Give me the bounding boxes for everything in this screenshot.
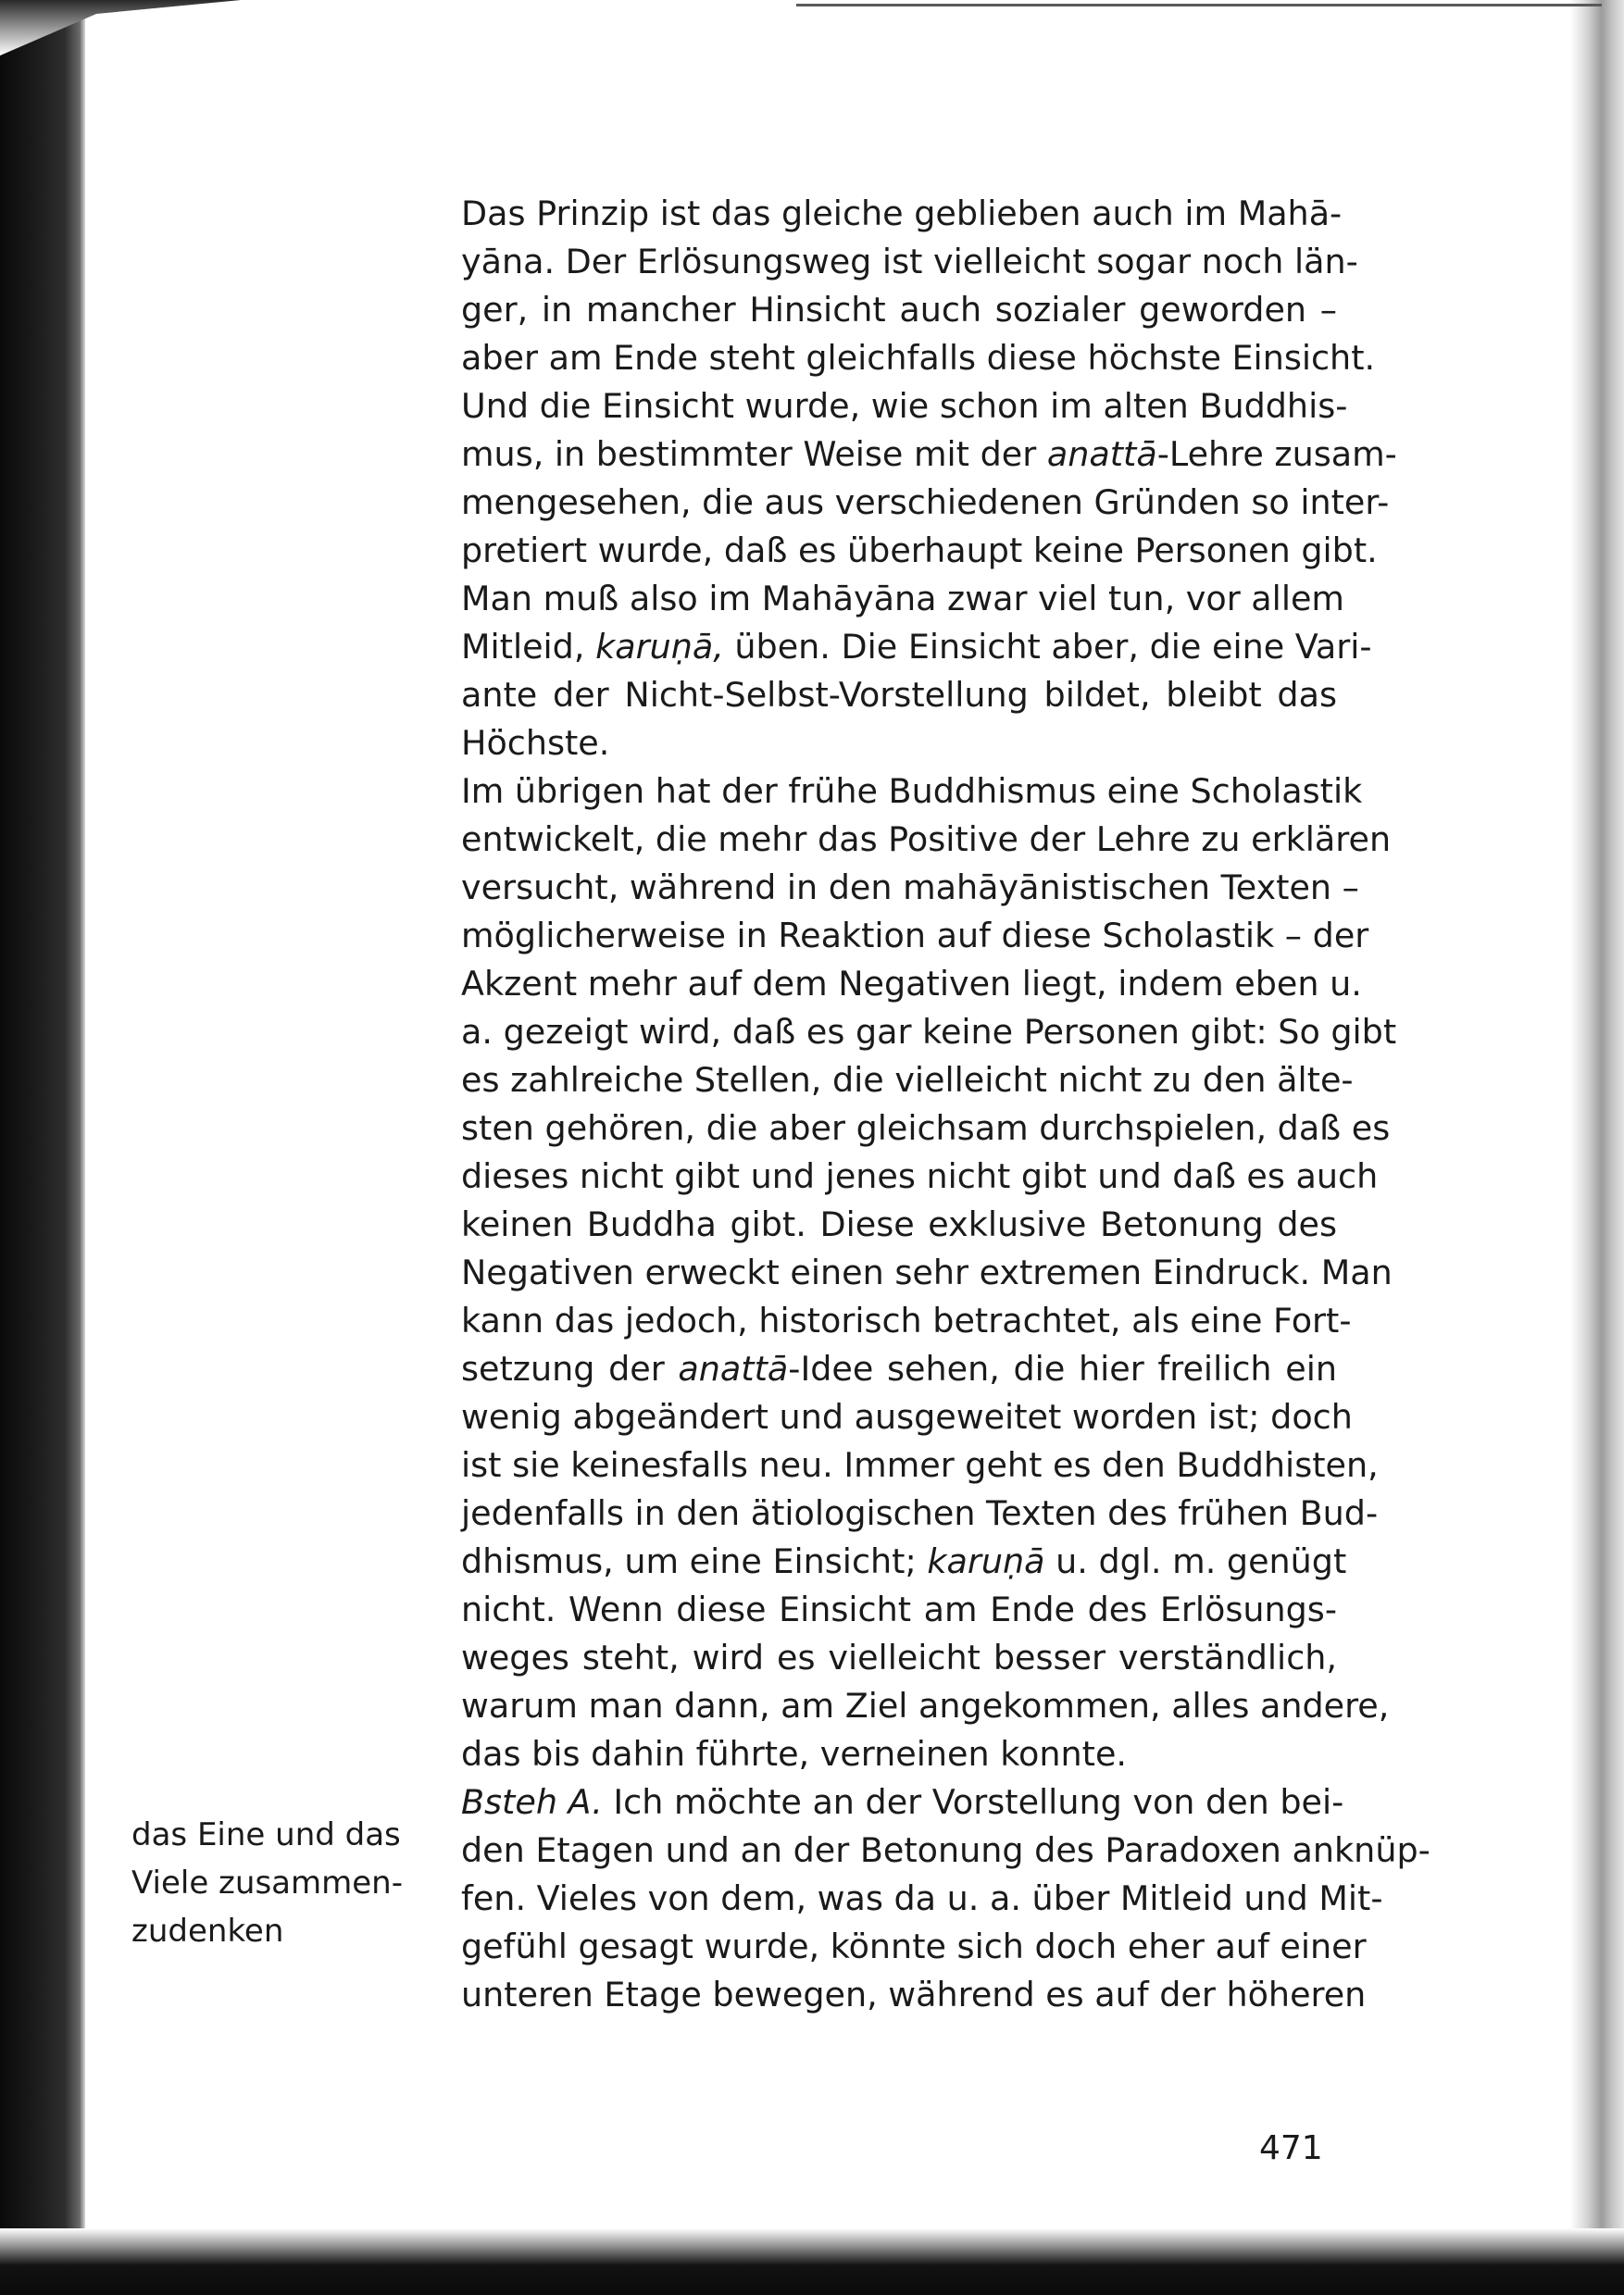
page-number: 471	[1259, 2129, 1323, 2167]
text-line	[461, 382, 1348, 430]
text-line	[461, 1875, 1383, 1923]
text-run: -Lehre zusam-	[1156, 434, 1397, 474]
text-line	[461, 1345, 1337, 1393]
margin-note-line: zudenken	[131, 1913, 284, 1950]
text-run: gefühl gesagt wurde, könnte sich doch eher auf einer	[461, 1927, 1367, 1966]
text-line	[461, 1586, 1337, 1634]
margin-note-line: das Eine und das	[131, 1816, 401, 1853]
text-run: ante der Nicht-Selbst-Vorstellung bildet, bleibt das	[461, 675, 1337, 715]
text-line	[461, 575, 1344, 623]
text-line	[461, 334, 1376, 382]
text-run: yāna. Der Erlösungsweg ist vielleicht sogar noch län-	[461, 242, 1358, 281]
italic-term: anattā	[1046, 434, 1157, 474]
text-line	[461, 527, 1378, 575]
text-run: üben. Die Einsicht aber, die eine Vari-	[723, 627, 1372, 667]
italic-term: karuṇā,	[595, 627, 724, 667]
text-run: fen. Vieles von dem, was da u. a. über Mitleid und Mit-	[461, 1878, 1383, 1918]
text-run: -Idee sehen, die hier freilich ein	[788, 1349, 1337, 1389]
text-line	[461, 767, 1363, 816]
text-line	[461, 1778, 1344, 1827]
text-run: unteren Etage bewegen, während es auf der höheren	[461, 1975, 1367, 2014]
text-run: nicht. Wenn diese Einsicht am Ende des Erlösungs-	[461, 1590, 1337, 1629]
text-line	[461, 1441, 1379, 1490]
text-run: dhismus, um eine Einsicht;	[461, 1541, 928, 1581]
text-line	[461, 1730, 1337, 1778]
text-line	[461, 1682, 1390, 1730]
text-run: pretiert wurde, daß es überhaupt keine Personen gibt.	[461, 530, 1378, 570]
text-run: Höchste.	[461, 723, 610, 763]
text-run: warum man dann, am Ziel angekommen, alles andere,	[461, 1686, 1390, 1726]
text-run: Negativen erweckt einen sehr extremen Eindruck. Man	[461, 1253, 1393, 1292]
text-line	[461, 286, 1337, 334]
text-run: keinen Buddha gibt. Diese exklusive Betonung des	[461, 1204, 1337, 1244]
text-line	[461, 960, 1362, 1008]
text-line	[461, 1634, 1337, 1682]
text-run: a. gezeigt wird, daß es gar keine Personen gibt: So gibt	[461, 1012, 1397, 1052]
text-line	[461, 1923, 1367, 1971]
italic-term: Bsteh A.	[461, 1782, 603, 1822]
text-line	[461, 1538, 1347, 1586]
text-line	[461, 1971, 1367, 2019]
text-run: Ich möchte an der Vorstellung von den bei-	[602, 1782, 1344, 1822]
italic-term: karuṇā	[927, 1541, 1045, 1581]
text-run: mengesehen, die aus verschiedenen Gründen so inter-	[461, 482, 1390, 522]
text-run: ist sie keinesfalls neu. Immer geht es den Buddhisten,	[461, 1445, 1379, 1485]
text-run: kann das jedoch, historisch betrachtet, als eine Fort-	[461, 1301, 1352, 1341]
text-line	[461, 1827, 1430, 1875]
margin-note-line: Viele zusammen-	[131, 1865, 403, 1902]
text-line	[461, 238, 1358, 286]
text-run: Man muß also im Mahāyāna zwar viel tun, vor allem	[461, 579, 1344, 618]
text-line	[461, 1490, 1379, 1538]
text-line	[461, 816, 1392, 864]
text-line	[461, 1008, 1397, 1056]
text-line	[461, 912, 1369, 960]
text-run: aber am Ende steht gleichfalls diese höchste Einsicht.	[461, 338, 1376, 378]
margin-note	[131, 1811, 437, 1955]
text-run: Das Prinzip ist das gleiche geblieben auch im Mahā-	[461, 193, 1343, 233]
text-run: weges steht, wird es vielleicht besser verständlich,	[461, 1638, 1337, 1678]
text-run: Akzent mehr auf dem Negativen liegt, indem eben u.	[461, 964, 1362, 1004]
text-run: sten gehören, die aber gleichsam durchspielen, daß es	[461, 1108, 1391, 1148]
text-run: versucht, während in den mahāyānistischen Texten –	[461, 867, 1359, 907]
text-run: ger, in mancher Hinsicht auch sozialer geworden –	[461, 290, 1337, 330]
text-run: jedenfalls in den ätiologischen Texten des frühen Bud-	[461, 1493, 1379, 1533]
text-run: wenig abgeändert und ausgeweitet worden ist; doch	[461, 1397, 1353, 1437]
text-line	[461, 719, 1337, 767]
page-edge-right	[1570, 0, 1624, 2295]
body-text	[461, 190, 1430, 2019]
text-line	[461, 1393, 1353, 1441]
text-line	[461, 1153, 1379, 1201]
text-line	[461, 1249, 1393, 1297]
text-line	[461, 1297, 1352, 1345]
text-line	[461, 430, 1397, 479]
text-run: Mitleid,	[461, 627, 596, 667]
text-run: Im übrigen hat der frühe Buddhismus eine Scholastik	[461, 771, 1363, 811]
text-line	[461, 190, 1343, 238]
text-run: möglicherweise in Reaktion auf diese Scholastik – der	[461, 916, 1369, 955]
binding-shadow-left	[0, 0, 85, 2295]
text-run: das bis dahin führte, verneinen konnte.	[461, 1734, 1128, 1774]
text-run: es zahlreiche Stellen, die vielleicht nicht zu den älte-	[461, 1060, 1354, 1100]
text-run: entwickelt, die mehr das Positive der Lehre zu erklären	[461, 819, 1392, 859]
text-line	[461, 864, 1359, 912]
text-run: dieses nicht gibt und jenes nicht gibt und daß es auch	[461, 1156, 1379, 1196]
text-line	[461, 1104, 1391, 1153]
text-run: mus, in bestimmter Weise mit der	[461, 434, 1047, 474]
text-line	[461, 671, 1337, 719]
top-edge-line	[796, 4, 1602, 6]
text-line	[461, 1201, 1337, 1249]
italic-term: anattā	[678, 1349, 789, 1389]
text-run: setzung der	[461, 1349, 679, 1389]
text-run: u. dgl. m. genügt	[1044, 1541, 1347, 1581]
text-line	[461, 623, 1372, 671]
text-run: Und die Einsicht wurde, wie schon im alten Buddhis-	[461, 386, 1348, 426]
text-line	[461, 1056, 1354, 1104]
page-shadow-bottom	[0, 2228, 1624, 2295]
text-run: den Etagen und an der Betonung des Paradoxen anknüp-	[461, 1830, 1430, 1870]
text-line	[461, 479, 1390, 527]
